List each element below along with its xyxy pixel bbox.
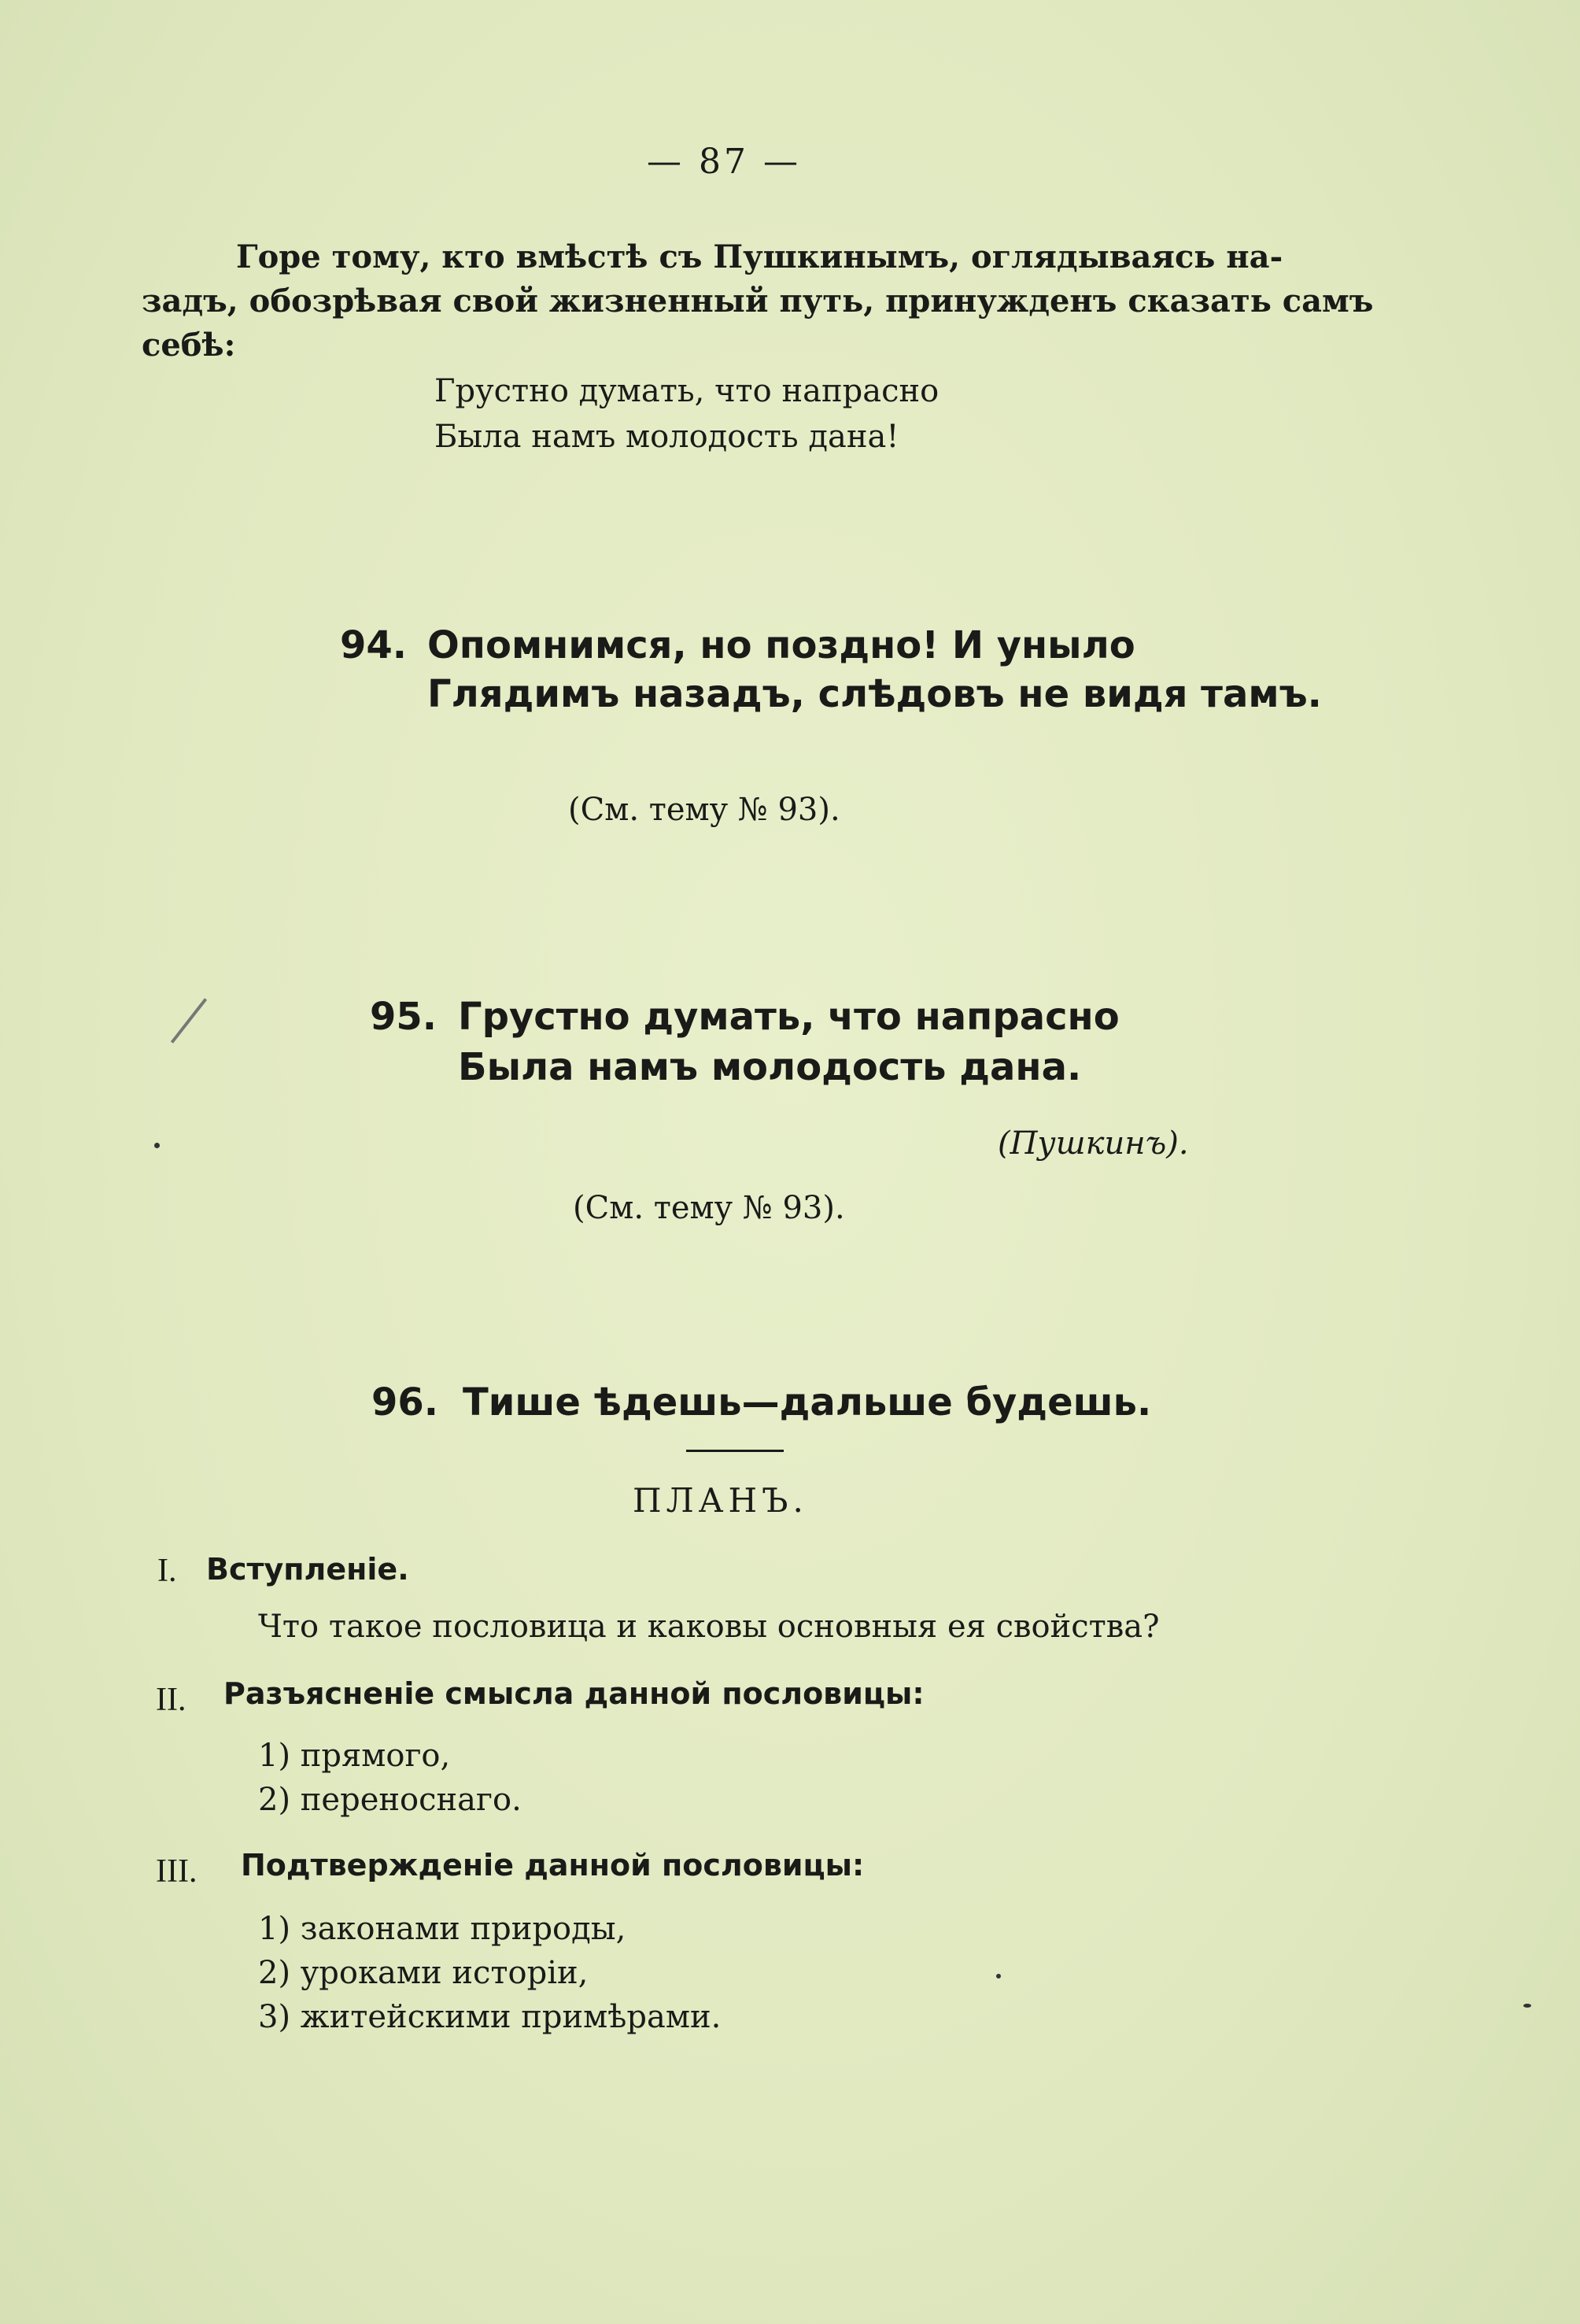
verse-line-1: Грустно думать, что напрасно — [434, 373, 940, 409]
page-number: — 87 — — [647, 142, 801, 182]
section-2-numeral: II. — [156, 1682, 186, 1718]
ink-speck — [996, 1974, 1001, 1979]
ink-speck — [154, 1143, 160, 1148]
theme-94-number: 94. — [340, 623, 408, 667]
section-1-numeral: I. — [157, 1553, 177, 1589]
section-2-title: Разъясненіе смысла данной пословицы: — [223, 1676, 925, 1711]
section-3-title: Подтвержденіе данной пословицы: — [241, 1848, 865, 1882]
paragraph-line-3: себѣ: — [142, 327, 236, 364]
theme-95-number: 95. — [370, 995, 437, 1039]
theme-94-line-2: Глядимъ назадъ, слѣдовъ не видя тамъ. — [427, 672, 1322, 716]
paragraph-line-2: задъ, обозрѣвая свой жизненный путь, принужденъ сказать самъ — [142, 283, 1374, 320]
section-1-text: Что такое пословица и каковы основныя ея свойства? — [258, 1609, 1160, 1645]
theme-95-reference: (См. тему № 93). — [573, 1190, 845, 1226]
section-3-item-3: 3) житейскими примѣрами. — [258, 1999, 722, 2035]
section-3-item-2: 2) уроками исторіи, — [258, 1955, 589, 1991]
section-1-title: Вступленіе. — [206, 1552, 409, 1587]
theme-96-title: Тише ѣдешь—дальше будешь. — [463, 1380, 1152, 1424]
verse-line-2: Была намъ молодость дана! — [434, 419, 899, 455]
plan-heading: ПЛАНЪ. — [633, 1481, 808, 1520]
theme-96-number: 96. — [371, 1380, 439, 1424]
divider-rule — [686, 1450, 784, 1452]
paper-scratch — [171, 998, 207, 1044]
paragraph-line-1: Горе тому, кто вмѣстѣ съ Пушкинымъ, оглядываясь на- — [236, 238, 1283, 275]
theme-95-line-1: Грустно думать, что напрасно — [458, 995, 1120, 1039]
theme-95-author: (Пушкинъ). — [998, 1125, 1189, 1162]
section-2-item-1: 1) прямого, — [258, 1738, 451, 1774]
theme-94-reference: (См. тему № 93). — [568, 792, 840, 828]
section-2-item-2: 2) переноснаго. — [258, 1782, 522, 1818]
section-3-item-1: 1) законами природы, — [258, 1911, 626, 1947]
section-3-numeral: III. — [156, 1853, 198, 1890]
ink-speck — [1523, 2004, 1531, 2008]
theme-95-line-2: Была намъ молодость дана. — [458, 1045, 1082, 1089]
theme-94-line-1: Опомнимся, но поздно! И уныло — [427, 623, 1135, 667]
